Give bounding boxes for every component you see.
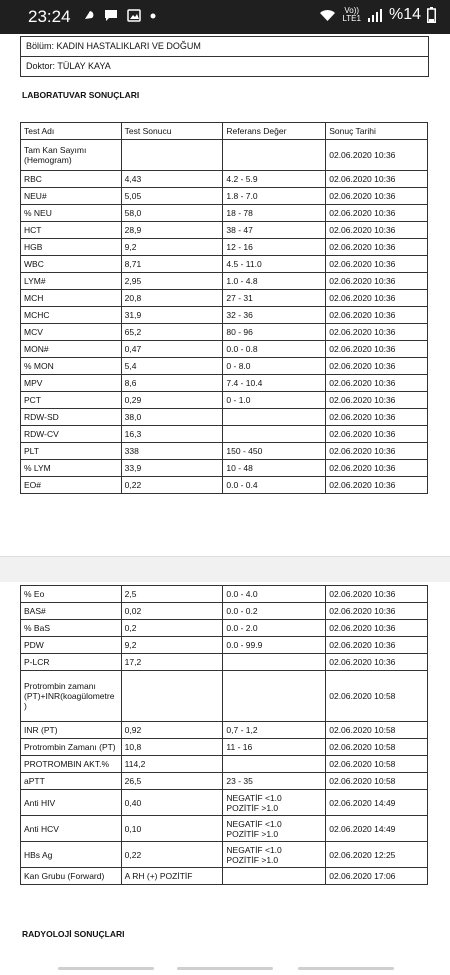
table-row	[21, 842, 428, 868]
reference-value-cell: 0 - 1.0	[223, 392, 326, 409]
test-name-cell: HBs Ag	[21, 842, 122, 868]
status-time: 23:24	[28, 7, 71, 26]
test-name-cell: MON#	[21, 341, 122, 358]
reference-value-cell: 80 - 96	[223, 324, 326, 341]
table-row	[21, 671, 428, 722]
reference-value-cell: 27 - 31	[223, 290, 326, 307]
table-row	[21, 273, 428, 290]
table-row	[21, 140, 428, 171]
test-name-cell: PROTROMBIN AKT.%	[21, 756, 122, 773]
reference-value-cell	[223, 140, 326, 171]
table-row	[21, 188, 428, 205]
reference-value-cell: 23 - 35	[223, 773, 326, 790]
battery-percent: %14	[388, 6, 421, 23]
table-row	[21, 443, 428, 460]
test-result-cell: 0,10	[121, 816, 223, 842]
result-date-cell: 02.06.2020 10:36	[326, 392, 428, 409]
table-header-row	[21, 123, 428, 140]
test-result-cell: 20,8	[121, 290, 223, 307]
column-header: Test Adı	[21, 123, 122, 140]
reference-value-cell	[223, 426, 326, 443]
result-date-cell: 02.06.2020 10:36	[326, 426, 428, 443]
result-date-cell: 02.06.2020 10:36	[326, 637, 428, 654]
test-result-cell: 0,22	[121, 477, 223, 494]
table-row	[21, 392, 428, 409]
radiology-results-title: RADYOLOJİ SONUÇLARI	[22, 929, 125, 939]
result-date-cell: 02.06.2020 10:36	[326, 375, 428, 392]
test-name-cell: aPTT	[21, 773, 122, 790]
result-date-cell: 02.06.2020 14:49	[326, 790, 428, 816]
message-icon	[104, 9, 118, 22]
lab-results-table-continued	[20, 585, 428, 885]
test-result-cell: 0,29	[121, 392, 223, 409]
doctor-row: Doktor: TÜLAY KAYA	[26, 61, 111, 71]
table-row	[21, 256, 428, 273]
test-name-cell: INR (PT)	[21, 722, 122, 739]
status-bar	[0, 0, 450, 34]
test-result-cell	[121, 671, 223, 722]
lte-indicator: Vo)) LTE1	[342, 6, 361, 23]
result-date-cell: 02.06.2020 10:36	[326, 324, 428, 341]
test-name-cell: Anti HIV	[21, 790, 122, 816]
table-row	[21, 171, 428, 188]
result-date-cell: 02.06.2020 10:58	[326, 722, 428, 739]
result-date-cell: 02.06.2020 10:36	[326, 273, 428, 290]
test-name-cell: EO#	[21, 477, 122, 494]
table-row	[21, 637, 428, 654]
test-name-cell: WBC	[21, 256, 122, 273]
result-date-cell: 02.06.2020 10:36	[326, 620, 428, 637]
test-result-cell: 4,43	[121, 171, 223, 188]
test-result-cell: 65,2	[121, 324, 223, 341]
test-name-cell: PCT	[21, 392, 122, 409]
nav-back-handle[interactable]	[58, 967, 154, 970]
table-row	[21, 816, 428, 842]
test-name-cell: PDW	[21, 637, 122, 654]
test-name-cell: % Eo	[21, 586, 122, 603]
test-name-cell: % MON	[21, 358, 122, 375]
table-row	[21, 375, 428, 392]
test-result-cell: 338	[121, 443, 223, 460]
result-date-cell: 02.06.2020 10:36	[326, 358, 428, 375]
test-name-cell: Tam Kan Sayımı (Hemogram)	[21, 140, 122, 171]
battery-icon	[427, 7, 436, 23]
result-date-cell: 02.06.2020 12:25	[326, 842, 428, 868]
test-result-cell: 5,05	[121, 188, 223, 205]
lab-results-table	[20, 122, 428, 494]
reference-value-cell	[223, 654, 326, 671]
test-name-cell: MCHC	[21, 307, 122, 324]
result-date-cell: 02.06.2020 10:58	[326, 773, 428, 790]
test-result-cell: 9,2	[121, 637, 223, 654]
table-row	[21, 222, 428, 239]
result-date-cell: 02.06.2020 10:36	[326, 307, 428, 324]
test-name-cell: % LYM	[21, 460, 122, 477]
page-separator	[0, 556, 450, 584]
reference-value-cell: 10 - 48	[223, 460, 326, 477]
test-name-cell: Protrombin zamanı (PT)+INR(koagülometre )	[21, 671, 122, 722]
result-date-cell: 02.06.2020 10:36	[326, 409, 428, 426]
reference-value-cell: NEGATİF <1.0 POZİTİF >1.0	[223, 816, 326, 842]
test-result-cell: 0,02	[121, 603, 223, 620]
test-result-cell: 9,2	[121, 239, 223, 256]
reference-value-cell	[223, 409, 326, 426]
result-date-cell: 02.06.2020 10:36	[326, 603, 428, 620]
reference-value-cell: NEGATİF <1.0 POZİTİF >1.0	[223, 842, 326, 868]
test-result-cell: 58,0	[121, 205, 223, 222]
gallery-icon	[127, 9, 141, 22]
test-name-cell: RDW-SD	[21, 409, 122, 426]
reference-value-cell: 11 - 16	[223, 739, 326, 756]
test-name-cell: HGB	[21, 239, 122, 256]
test-name-cell: % NEU	[21, 205, 122, 222]
reference-value-cell: 18 - 78	[223, 205, 326, 222]
signal-icon	[367, 9, 383, 22]
test-name-cell: Kan Grubu (Forward)	[21, 868, 122, 885]
result-date-cell: 02.06.2020 10:36	[326, 341, 428, 358]
test-result-cell: 114,2	[121, 756, 223, 773]
reference-value-cell: 0.0 - 0.8	[223, 341, 326, 358]
result-date-cell: 02.06.2020 10:58	[326, 756, 428, 773]
test-name-cell: MCH	[21, 290, 122, 307]
test-name-cell: RDW-CV	[21, 426, 122, 443]
table-row	[21, 477, 428, 494]
test-result-cell	[121, 140, 223, 171]
table-row	[21, 790, 428, 816]
test-result-cell: 0,92	[121, 722, 223, 739]
test-result-cell: 2,5	[121, 586, 223, 603]
test-name-cell: % BaS	[21, 620, 122, 637]
patient-header	[20, 36, 429, 77]
reference-value-cell: 38 - 47	[223, 222, 326, 239]
test-result-cell: 8,6	[121, 375, 223, 392]
table-row	[21, 358, 428, 375]
test-result-cell: 8,71	[121, 256, 223, 273]
test-name-cell: NEU#	[21, 188, 122, 205]
table-row	[21, 773, 428, 790]
department-row: Bölüm: KADIN HASTALIKLARI VE DOĞUM	[21, 37, 428, 57]
table-row	[21, 620, 428, 637]
result-date-cell: 02.06.2020 10:36	[326, 460, 428, 477]
wifi-icon	[319, 9, 336, 22]
column-header: Sonuç Tarihi	[326, 123, 428, 140]
reference-value-cell: 12 - 16	[223, 239, 326, 256]
test-name-cell: P-LCR	[21, 654, 122, 671]
test-name-cell: MCV	[21, 324, 122, 341]
reference-value-cell: 7.4 - 10.4	[223, 375, 326, 392]
test-result-cell: 33,9	[121, 460, 223, 477]
report-page-1	[0, 34, 450, 556]
status-right	[319, 6, 436, 24]
result-date-cell: 02.06.2020 14:49	[326, 816, 428, 842]
reference-value-cell: 1.0 - 4.8	[223, 273, 326, 290]
test-name-cell: MPV	[21, 375, 122, 392]
table-row	[21, 722, 428, 739]
result-date-cell: 02.06.2020 10:36	[326, 205, 428, 222]
test-name-cell: HCT	[21, 222, 122, 239]
dot-icon	[150, 13, 156, 19]
test-result-cell: 2,95	[121, 273, 223, 290]
result-date-cell: 02.06.2020 10:36	[326, 171, 428, 188]
test-result-cell: 31,9	[121, 307, 223, 324]
test-result-cell: 5,4	[121, 358, 223, 375]
data-saver-icon	[82, 9, 95, 22]
table-row	[21, 756, 428, 773]
test-name-cell: RBC	[21, 171, 122, 188]
result-date-cell: 02.06.2020 10:36	[326, 256, 428, 273]
test-result-cell: 10,8	[121, 739, 223, 756]
reference-value-cell: 0.0 - 4.0	[223, 586, 326, 603]
column-header: Referans Değer	[223, 123, 326, 140]
result-date-cell: 02.06.2020 10:58	[326, 671, 428, 722]
column-header: Test Sonucu	[121, 123, 223, 140]
test-result-cell: 38,0	[121, 409, 223, 426]
table-row	[21, 307, 428, 324]
result-date-cell: 02.06.2020 10:36	[326, 477, 428, 494]
table-row	[21, 205, 428, 222]
reference-value-cell	[223, 868, 326, 885]
table-row	[21, 603, 428, 620]
test-name-cell: Protrombin Zamanı (PT)	[21, 739, 122, 756]
table-row	[21, 341, 428, 358]
table-row	[21, 409, 428, 426]
result-date-cell: 02.06.2020 10:36	[326, 222, 428, 239]
reference-value-cell: 4.2 - 5.9	[223, 171, 326, 188]
test-result-cell: 26,5	[121, 773, 223, 790]
reference-value-cell: 32 - 36	[223, 307, 326, 324]
test-result-cell: 0,2	[121, 620, 223, 637]
table-row	[21, 739, 428, 756]
test-name-cell: Anti HCV	[21, 816, 122, 842]
reference-value-cell: 1.8 - 7.0	[223, 188, 326, 205]
test-result-cell: 0,22	[121, 842, 223, 868]
reference-value-cell	[223, 756, 326, 773]
table-row	[21, 586, 428, 603]
test-name-cell: LYM#	[21, 273, 122, 290]
reference-value-cell	[223, 671, 326, 722]
nav-recent-handle[interactable]	[298, 967, 394, 970]
test-name-cell: BAS#	[21, 603, 122, 620]
test-result-cell: A RH (+) POZİTİF	[121, 868, 223, 885]
result-date-cell: 02.06.2020 10:58	[326, 739, 428, 756]
navigation-bar	[0, 961, 450, 975]
result-date-cell: 02.06.2020 10:36	[326, 654, 428, 671]
result-date-cell: 02.06.2020 10:36	[326, 586, 428, 603]
result-date-cell: 02.06.2020 17:06	[326, 868, 428, 885]
reference-value-cell: 4.5 - 11.0	[223, 256, 326, 273]
test-name-cell: PLT	[21, 443, 122, 460]
table-row	[21, 290, 428, 307]
result-date-cell: 02.06.2020 10:36	[326, 443, 428, 460]
table-row	[21, 239, 428, 256]
result-date-cell: 02.06.2020 10:36	[326, 290, 428, 307]
nav-home-handle[interactable]	[177, 967, 273, 970]
reference-value-cell: 0,7 - 1,2	[223, 722, 326, 739]
report-page-2	[0, 582, 450, 975]
table-row	[21, 654, 428, 671]
reference-value-cell: 0.0 - 2.0	[223, 620, 326, 637]
table-row	[21, 426, 428, 443]
test-result-cell: 0,40	[121, 790, 223, 816]
result-date-cell: 02.06.2020 10:36	[326, 140, 428, 171]
reference-value-cell: 0.0 - 0.2	[223, 603, 326, 620]
test-result-cell: 28,9	[121, 222, 223, 239]
test-result-cell: 16,3	[121, 426, 223, 443]
table-row	[21, 324, 428, 341]
reference-value-cell: 0 - 8.0	[223, 358, 326, 375]
lab-results-title: LABORATUVAR SONUÇLARI	[22, 90, 140, 100]
test-result-cell: 17,2	[121, 654, 223, 671]
table-row	[21, 460, 428, 477]
reference-value-cell: 0.0 - 99.9	[223, 637, 326, 654]
notification-icons	[82, 9, 156, 22]
test-result-cell: 0,47	[121, 341, 223, 358]
result-date-cell: 02.06.2020 10:36	[326, 188, 428, 205]
result-date-cell: 02.06.2020 10:36	[326, 239, 428, 256]
reference-value-cell: NEGATİF <1.0 POZİTİF >1.0	[223, 790, 326, 816]
table-row	[21, 868, 428, 885]
reference-value-cell: 150 - 450	[223, 443, 326, 460]
reference-value-cell: 0.0 - 0.4	[223, 477, 326, 494]
